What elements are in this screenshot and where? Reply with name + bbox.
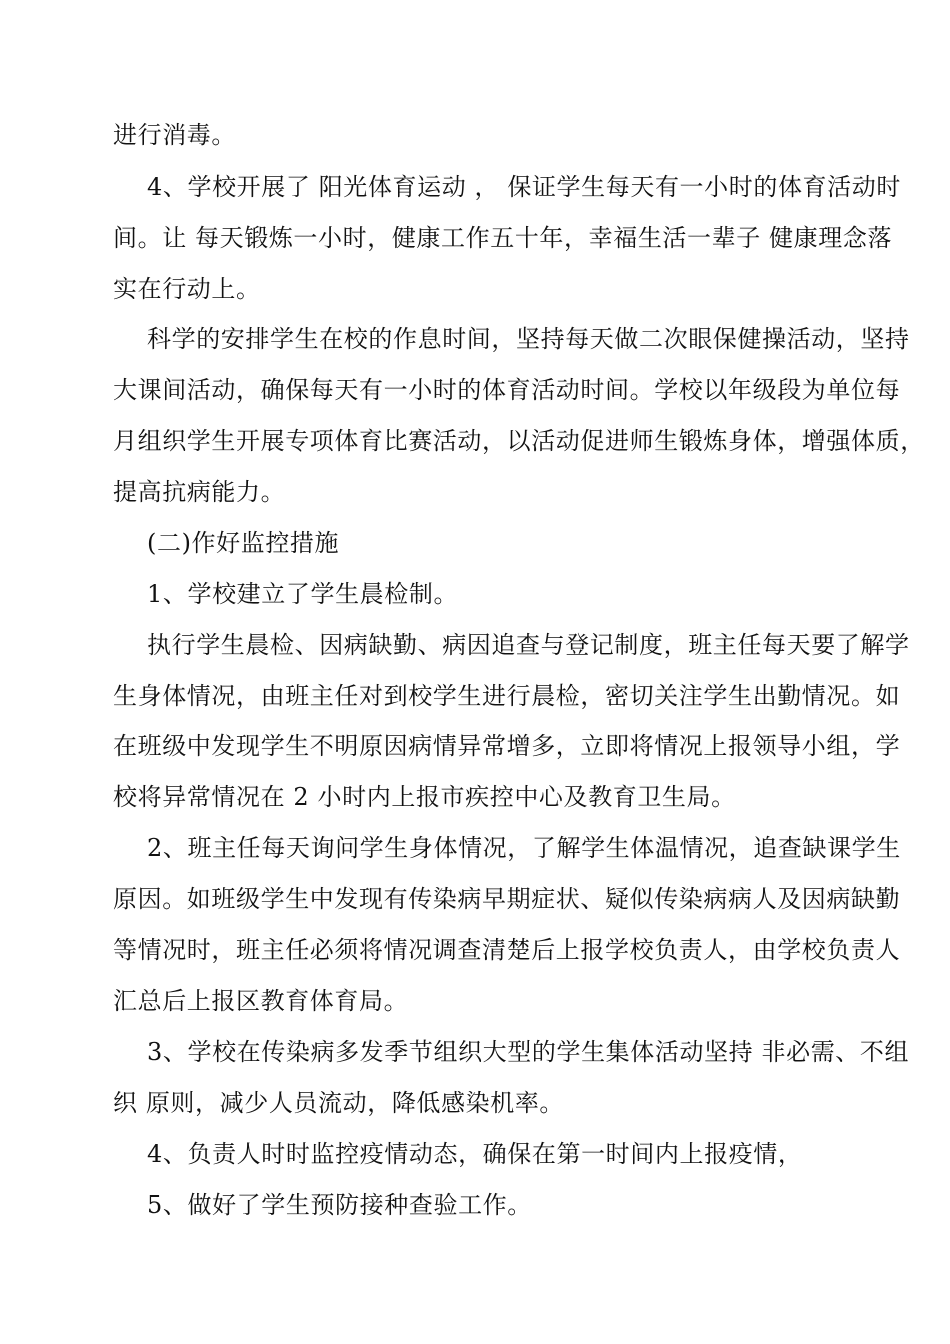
text-line: 等情况时，班主任必须将情况调查清楚后上报学校负责人，由学校负责人 [113,936,901,964]
text-line: 原因。如班级学生中发现有传染病早期症状、疑似传染病病人及因病缺勤 [113,885,901,913]
section-heading: (二)作好监控措施 [147,529,340,557]
text-line: 汇总后上报区教育体育局。 [113,987,409,1015]
text-line: 3、学校在传染病多发季节组织大型的学生集体活动坚持 非必需、不组 [147,1038,910,1066]
text-line: 月组织学生开展专项体育比赛活动，以活动促进师生锻炼身体，增强体质， [113,427,925,455]
text-line: 生身体情况，由班主任对到校学生进行晨检，密切关注学生出勤情况。如 [113,682,901,710]
text-line: 校将异常情况在 2 小时内上报市疾控中心及教育卫生局。 [113,783,736,811]
text-line: 在班级中发现学生不明原因病情异常增多，立即将情况上报领导小组，学 [113,732,901,760]
text-line: 1、学校建立了学生晨检制。 [147,580,459,608]
text-line: 进行消毒。 [113,121,236,149]
text-line: 科学的安排学生在校的作息时间，坚持每天做二次眼保健操活动，坚持 [147,325,910,353]
text-line: 2、班主任每天询问学生身体情况，了解学生体温情况，追查缺课学生 [147,834,901,862]
text-line: 实在行动上。 [113,275,261,303]
text-line: 提高抗病能力。 [113,478,286,506]
text-line: 大课间活动，确保每天有一小时的体育活动时间。学校以年级段为单位每 [113,376,901,404]
text-line: 间。让 每天锻炼一小时，健康工作五十年，幸福生活一辈子 健康理念落 [113,224,893,252]
text-line: 织 原则，减少人员流动，降低感染机率。 [113,1089,565,1117]
text-line: 5、做好了学生预防接种查验工作。 [147,1191,532,1219]
text-line: 4、负责人时时监控疫情动态，确保在第一时间内上报疫情， [147,1140,803,1168]
text-line: 执行学生晨检、因病缺勤、病因追查与登记制度，班主任每天要了解学 [147,631,910,659]
text-line: 4、学校开展了 阳光体育运动 ， 保证学生每天有一小时的体育活动时 [147,173,901,201]
